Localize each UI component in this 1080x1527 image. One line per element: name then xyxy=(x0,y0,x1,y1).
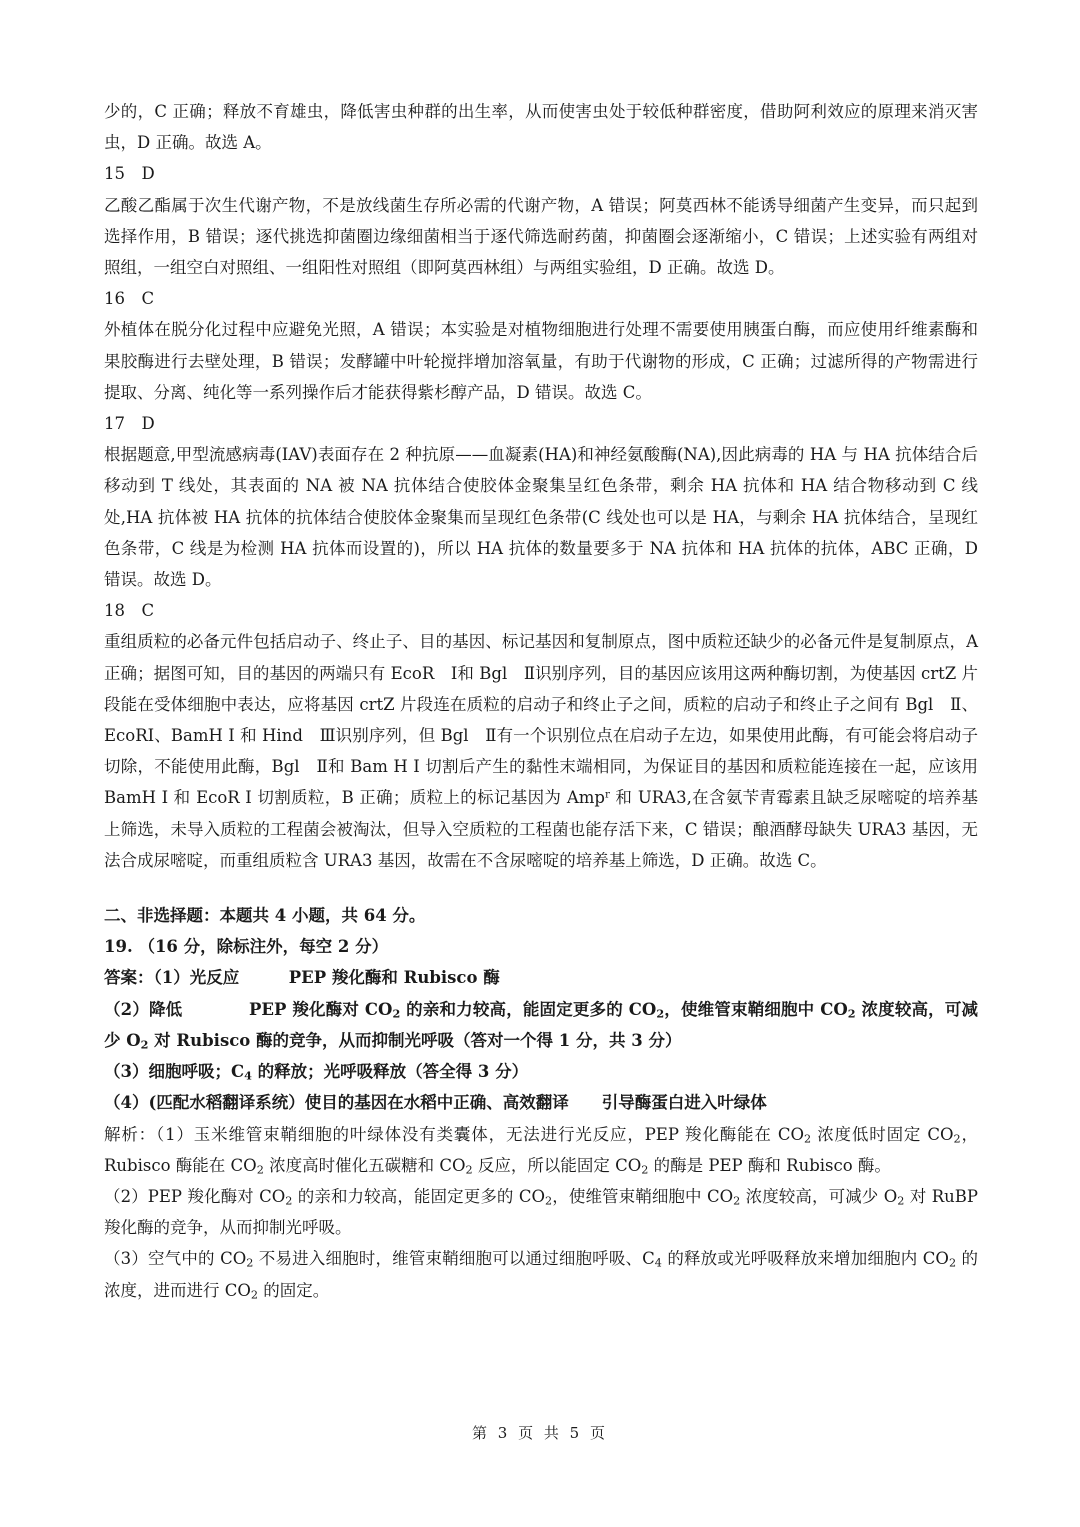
a1-seg-b: 浓度低时固定 CO xyxy=(811,1124,954,1144)
ans2-seg-e: 对 Rubisco 酶的竞争，从而抑制光呼吸（答对一个得 1 分，共 3 分） xyxy=(148,1030,682,1050)
a3-seg-a: （3）空气中的 CO xyxy=(104,1249,247,1269)
sub-2: 2 xyxy=(656,1006,665,1021)
question-15-explanation: 乙酸乙酯属于次生代谢产物，不是放线菌生存所必需的代谢产物，A 错误；阿莫西林不能诱导细菌产生变异，而只起到选择作用，B 错误；逐代挑选抑菌圈边缘细菌相当于逐代筛选耐药菌，抑菌圈会逐渐缩小，C 错误；上述实验有两组对照组，一组空白对照组、一组阳性对照组（即阿莫西林组）与两组实验组，D 正确。故选 D。 xyxy=(104,195,978,278)
sub-2: 2 xyxy=(250,1287,259,1301)
ans2-seg-d: 浓度较高，可减少 O xyxy=(104,999,979,1050)
section-2-heading: 二、非选择题：本题共 4 小题，共 64 分。 xyxy=(104,906,426,926)
a2-seg-e: 对 RuBP 羧化酶的竞争，从而抑制光呼吸。 xyxy=(104,1186,978,1238)
sub-2: 2 xyxy=(953,1131,961,1145)
a1-seg-d: 浓度高时催化五碳糖和 CO xyxy=(263,1155,466,1175)
ans2-seg-c: ，使维管束鞘细胞中 CO xyxy=(664,999,848,1019)
a3-seg-d: 的浓度，进而进行 CO xyxy=(104,1249,978,1300)
answer-part-2 xyxy=(104,994,978,1056)
sub-2: 2 xyxy=(246,1256,254,1270)
answer-part-3 xyxy=(104,1056,978,1087)
sub-2: 2 xyxy=(392,1006,401,1021)
sub-2: 2 xyxy=(847,1006,856,1021)
q18-text-part-2: 和 URA3,在含氨苄青霉素且缺乏尿嘧啶的培养基上筛选，未导入质粒的工程菌会被淘汰，但导入空质粒的工程菌也能存活下来，C 错误；酿酒酵母缺失 URA3 基因，无法合成尿嘧啶，而重组质粒含 URA3 基因，故需在不含尿嘧啶的培养基上筛选，D 正确。故选 C。 xyxy=(104,788,978,870)
sub-2: 2 xyxy=(285,1194,293,1208)
answer-part-1: 答案：（1）光反应 PEP 羧化酶和 Rubisco 酶 xyxy=(104,968,500,988)
sub-2: 2 xyxy=(641,1163,649,1177)
analysis-part-2 xyxy=(104,1181,978,1243)
sub-4: 4 xyxy=(244,1068,252,1083)
page-number-footer: 第 3 页 共 5 页 xyxy=(472,1424,608,1442)
sub-2: 2 xyxy=(803,1131,812,1145)
sub-4: 4 xyxy=(654,1256,662,1270)
question-17-explanation: 根据题意,甲型流感病毒(IAV)表面存在 2 种抗原——血凝素(HA)和神经氨酸酶(NA),因此病毒的 HA 与 HA 抗体结合后移动到 T 线处，其表面的 NA 被 NA 抗体结合使胶体金聚集呈红色条带，剩余 HA 抗体和 HA 结合物移动到 C 线处,HA 抗体被 HA 抗体的抗体结合使胶体金聚集而呈现红色条带(C 线处也可以是 HA，与剩余 HA 抗体结合，呈现红色条带，C 线是为检测 HA 抗体而设置的)，所以 HA 抗体的数量要多于 NA 抗体和 HA 抗体的抗体，ABC 正确，D 错误。故选 D。 xyxy=(104,445,978,590)
a1-seg-c: ，Rubisco 酶能在 CO xyxy=(104,1124,978,1175)
a2-seg-a: （2）PEP 羧化酶对 CO xyxy=(104,1186,286,1206)
sub-2: 2 xyxy=(545,1194,553,1208)
document-body xyxy=(104,96,978,1306)
sub-2: 2 xyxy=(256,1163,264,1177)
a1-seg-a: 解析：（1）玉米维管束鞘细胞的叶绿体没有类囊体，无法进行光反应，PEP 羧化酶能在 CO xyxy=(104,1124,804,1144)
continued-paragraph: 少的，C 正确；释放不育雄虫，降低害虫种群的出生率，从而使害虫处于较低种群密度，借助阿利效应的原理来消灭害虫，D 正确。故选 A。 xyxy=(104,102,978,153)
ans3-seg-a: （3）细胞呼吸；C xyxy=(104,1062,245,1082)
ans2-seg-a: （2）降低 PEP 羧化酶对 CO xyxy=(104,999,393,1019)
question-15-answer: 15 D xyxy=(104,164,155,184)
question-16-answer: 16 C xyxy=(104,289,155,309)
sub-2: 2 xyxy=(733,1194,741,1208)
analysis-part-1 xyxy=(104,1119,978,1181)
question-18-answer: 18 C xyxy=(104,601,155,621)
q18-text-part-1: 重组质粒的必备元件包括启动子、终止子、目的基因、标记基因和复制原点，图中质粒还缺少的必备元件是复制原点，A 正确；据图可知，目的基因的两端只有 EcoR Ⅰ和 Bgl Ⅱ识别序列，目的基因应该用这两种酶切割，为使基因 crtZ 片段能在受体细胞中表达，应将基因 crtZ 片段连在质粒的启动子和终止子之间，质粒的启动子和终止子之间有 Bgl Ⅱ、EcoRI、BamH I 和 Hind Ⅲ识别序列，但 Bgl Ⅱ有一个识别位点在启动子左边，如果使用此酶，有可能会将启动子切除，不能使用此酶，Bgl Ⅱ和 Bam H I 切割后产生的黏性末端相同，为保证目的基因和质粒能连接在一起，应该用 BamH I 和 EcoR I 切割质粒，B 正确；质粒上的标记基因为 Amp xyxy=(104,632,978,808)
answer-part-4: （4）(匹配水稻翻译系统）使目的基因在水稻中正确、高效翻译 引导酶蛋白进入叶绿体 xyxy=(104,1093,767,1113)
a2-seg-d: 浓度较高，可减少 O xyxy=(740,1186,898,1206)
sub-2: 2 xyxy=(948,1256,957,1270)
question-16-explanation: 外植体在脱分化过程中应避免光照，A 错误；本实验是对植物细胞进行处理不需要使用胰蛋白酶，而应使用纤维素酶和果胶酶进行去壁处理，B 错误；发酵罐中叶轮搅拌增加溶氧量，有助于代谢物的形成，C 正确；过滤所得的产物需进行提取、分离、纯化等一系列操作后才能获得紫杉醇产品，D 错误。故选 C。 xyxy=(104,320,978,402)
question-19-heading: 19. （16 分，除标注外，每空 2 分） xyxy=(104,937,389,957)
sub-2: 2 xyxy=(897,1194,905,1208)
a3-seg-c: 的释放或光呼吸释放来增加细胞内 CO xyxy=(661,1249,949,1269)
ans2-seg-b: 的亲和力较高，能固定更多的 CO xyxy=(400,999,657,1019)
a1-seg-f: 的酶是 PEP 酶和 Rubisco 酶。 xyxy=(648,1155,891,1175)
a3-seg-b: 不易进入细胞时，维管束鞘细胞可以通过细胞呼吸、C xyxy=(253,1249,655,1269)
sub-2: 2 xyxy=(465,1163,473,1177)
a1-seg-e: 反应，所以能固定 CO xyxy=(472,1155,642,1175)
a2-seg-b: 的亲和力较高，能固定更多的 CO xyxy=(292,1186,546,1206)
analysis-part-3 xyxy=(104,1243,978,1305)
section-gap xyxy=(104,876,978,900)
a3-seg-e: 的固定。 xyxy=(258,1280,330,1300)
amp-resistance-superscript: r xyxy=(604,789,610,801)
ans3-seg-b: 的释放；光呼吸释放（答全得 3 分） xyxy=(251,1062,529,1082)
sub-2: 2 xyxy=(140,1037,149,1052)
question-18-explanation xyxy=(104,626,978,876)
question-17-answer: 17 D xyxy=(104,414,155,434)
a2-seg-c: ，使维管束鞘细胞中 CO xyxy=(552,1186,734,1206)
